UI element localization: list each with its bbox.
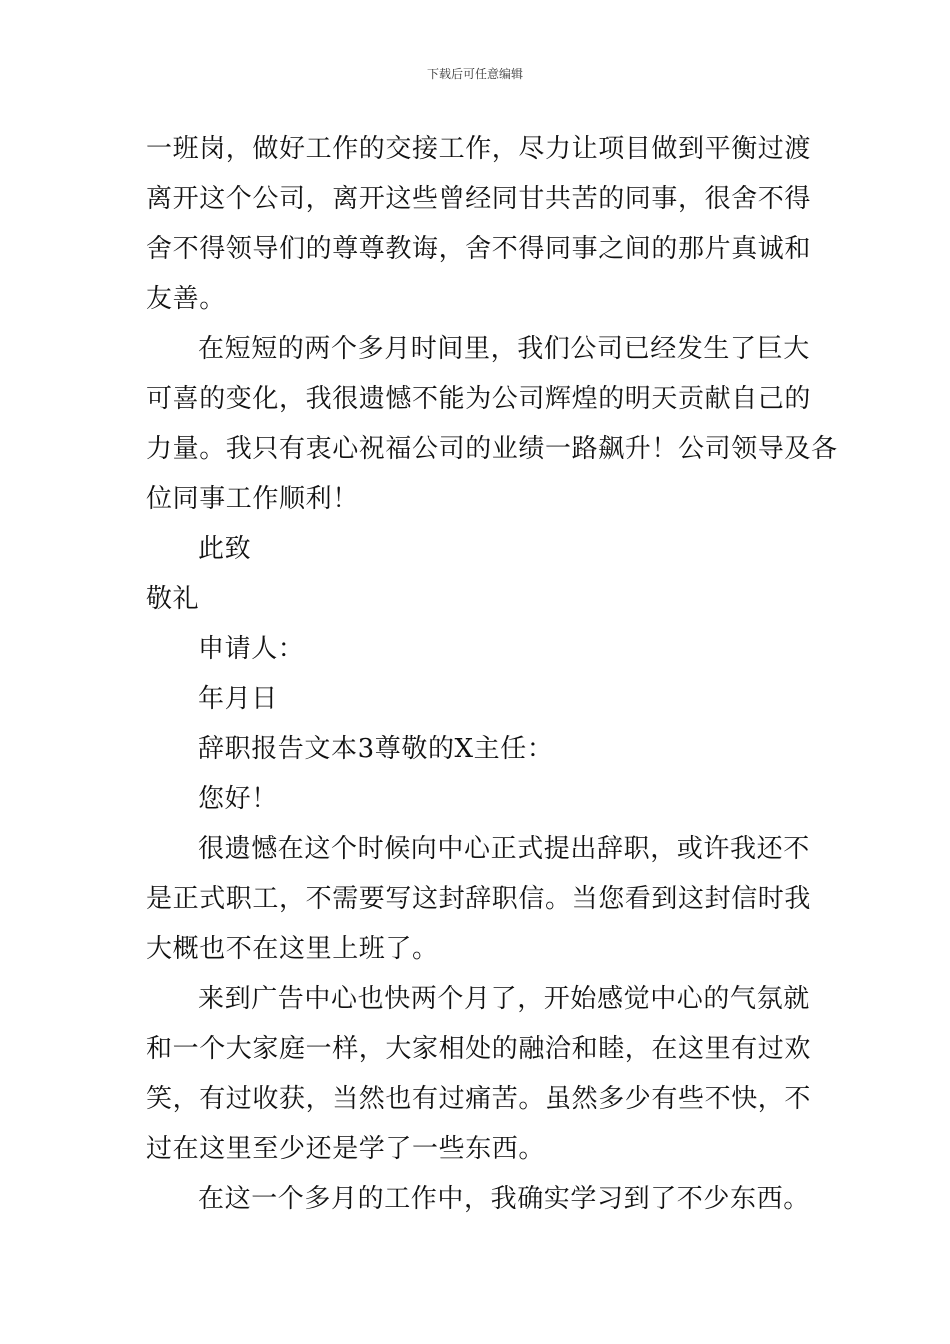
text-line: 笑，有过收获，当然也有过痛苦。虽然多少有些不快，不 [146, 1084, 812, 1114]
text-line: 过在这里至少还是学了一些东西。 [146, 1134, 546, 1164]
text-line: 离开这个公司，离开这些曾经同甘共苦的同事，很舍不得 [146, 184, 812, 214]
date-label: 年月日 [198, 684, 278, 714]
text-line: 和一个大家庭一样，大家相处的融洽和睦，在这里有过欢 [146, 1034, 812, 1064]
closing-regards: 敬礼 [146, 584, 200, 614]
text-line: 大概也不在这里上班了。 [146, 934, 439, 964]
page-header: 下载后可任意编辑 [426, 67, 523, 81]
text-line: 友善。 [146, 284, 226, 314]
text-line: 在短短的两个多月时间里，我们公司已经发生了巨大 [198, 334, 810, 364]
text-line: 位同事工作顺利！ [146, 484, 359, 514]
document-body [146, 124, 838, 1224]
text-line: 可喜的变化，我很遗憾不能为公司辉煌的明天贡献自己的 [146, 384, 812, 414]
text-line: 是正式职工，不需要写这封辞职信。当您看到这封信时我 [146, 884, 812, 914]
closing-salutation: 此致 [198, 534, 252, 564]
text-line: 很遗憾在这个时候向中心正式提出辞职，或许我还不 [198, 834, 810, 864]
text-line: 舍不得领导们的尊尊教诲，舍不得同事之间的那片真诚和 [146, 234, 812, 264]
greeting: 您好！ [198, 784, 278, 814]
applicant-label: 申请人： [198, 634, 305, 664]
text-line: 来到广告中心也快两个月了，开始感觉中心的气氛就 [198, 984, 810, 1014]
text-line: 在这一个多月的工作中，我确实学习到了不少东西。 [198, 1184, 810, 1214]
text-line: 一班岗，做好工作的交接工作，尽力让项目做到平衡过渡 [146, 134, 812, 164]
text-line: 力量。我只有衷心祝福公司的业绩一路飙升！公司领导及各 [146, 434, 838, 464]
section-heading: 辞职报告文本3尊敬的X主任： [198, 734, 554, 764]
